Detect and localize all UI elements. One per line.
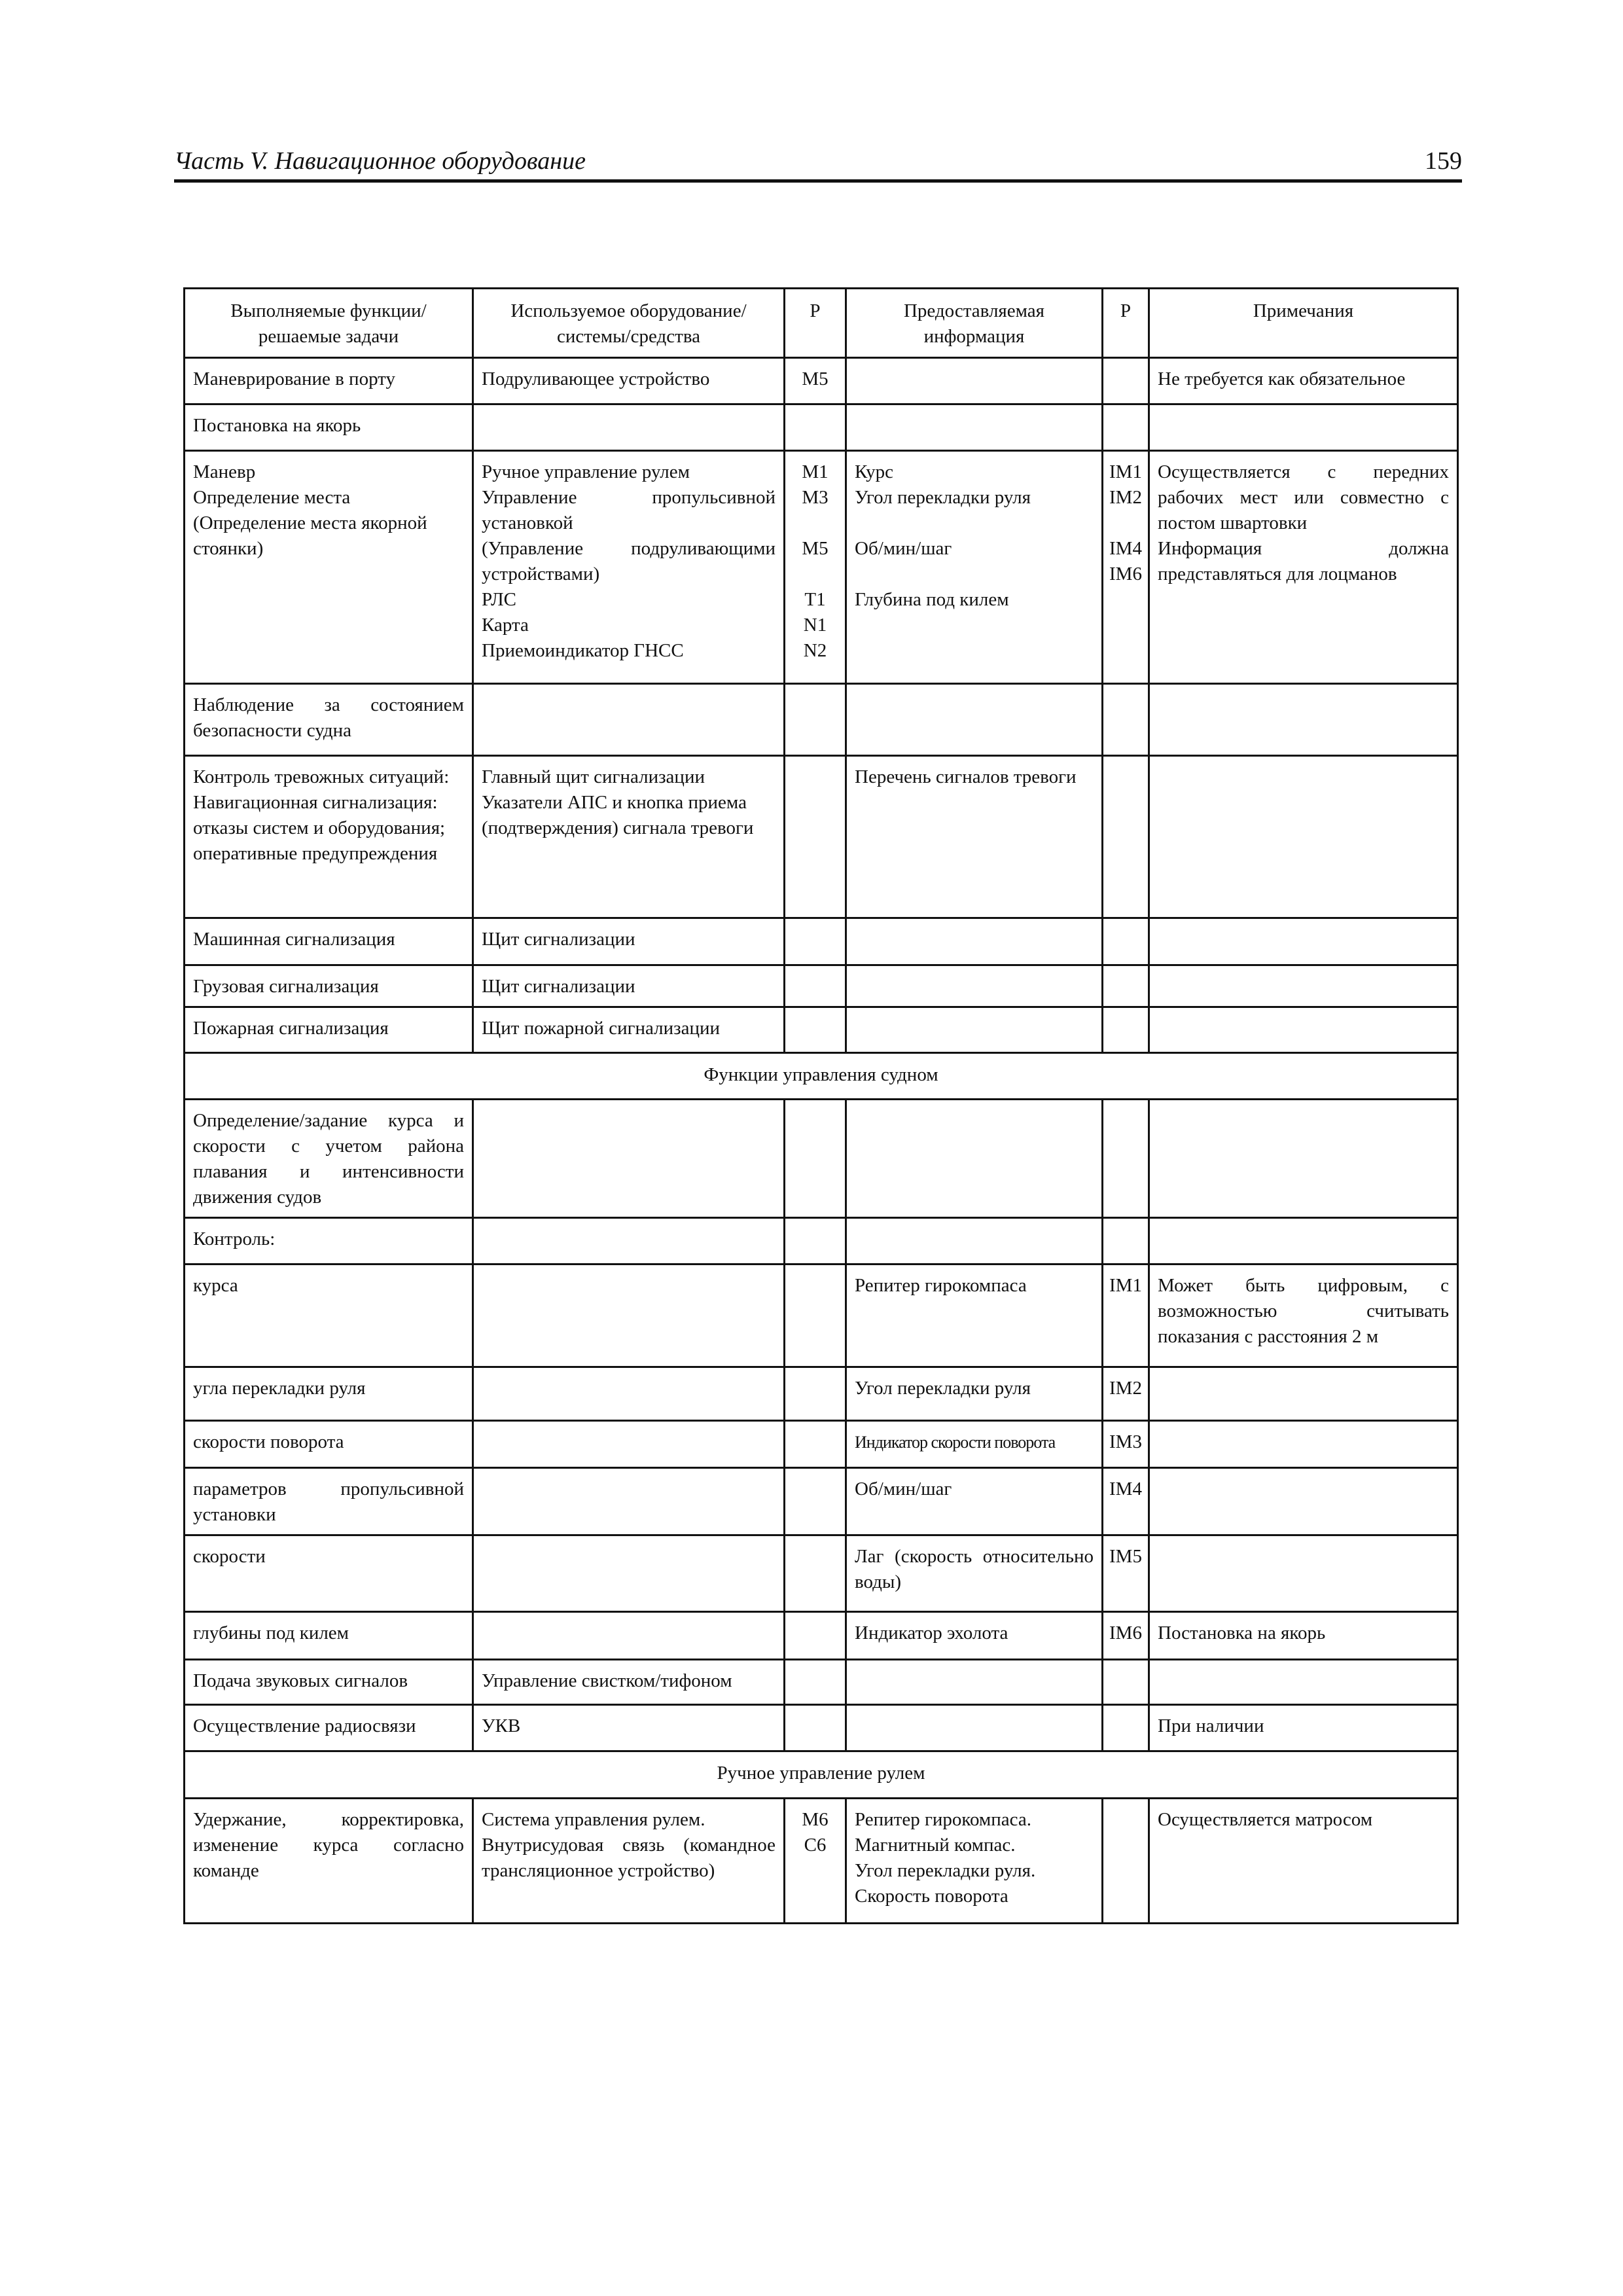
performance-code-cell [785, 1421, 846, 1468]
task-cell: Машинная сигнализация [185, 918, 473, 965]
performance-code-cell [785, 1265, 846, 1367]
section-title: Ручное управление рулем [185, 1751, 1458, 1799]
table-row [185, 451, 1458, 684]
notes-cell [1149, 684, 1458, 756]
performance-code-cell: М5 [785, 358, 846, 404]
code-line: N2 [803, 640, 827, 661]
column-header: Р [1103, 289, 1149, 358]
task-cell: Маневрирование в порту [185, 358, 473, 404]
notes-cell [1149, 1007, 1458, 1053]
table-row [185, 358, 1458, 404]
info-cell: Репитер гирокомпаса [846, 1265, 1103, 1367]
info-code-cell [1103, 451, 1149, 684]
page-number: 159 [1425, 147, 1462, 175]
info-code-cell [1103, 404, 1149, 451]
table-row [185, 1799, 1458, 1924]
equipment-line: Внутрисудовая связь (командное трансляционное устройство) [482, 1835, 776, 1881]
equipment-line: Приемоиндикатор ГНСС [482, 640, 684, 661]
info-code-cell [1103, 1218, 1149, 1265]
code-line: N1 [803, 615, 827, 636]
info-line: Скорость поворота [855, 1886, 1008, 1907]
info-code-cell [1103, 1007, 1149, 1053]
performance-code-cell [785, 1100, 846, 1218]
equipment-cell [473, 451, 785, 684]
equipment-line: Карта [482, 615, 529, 636]
info-code-cell [1103, 756, 1149, 918]
table-row [185, 1535, 1458, 1612]
table-row [185, 918, 1458, 965]
notes-cell [1149, 1421, 1458, 1468]
info-code-cell [1103, 1100, 1149, 1218]
equipment-cell: Подруливающее устройство [473, 358, 785, 404]
equipment-cell [473, 1468, 785, 1535]
performance-code-cell [785, 684, 846, 756]
equipment-cell [473, 684, 785, 756]
info-cell [846, 1705, 1103, 1751]
task-line: (Определение места якорной стоянки) [193, 512, 427, 559]
equipment-line: РЛС [482, 589, 516, 610]
notes-cell [1149, 1367, 1458, 1421]
performance-code-cell [785, 965, 846, 1007]
info-cell: Лаг (скорость относительно воды) [846, 1535, 1103, 1612]
info-code-cell [1103, 684, 1149, 756]
task-cell: Пожарная сигнализация [185, 1007, 473, 1053]
notes-cell [1149, 404, 1458, 451]
info-code-cell [1103, 965, 1149, 1007]
task-cell: параметров пропульсивной установки [185, 1468, 473, 1535]
performance-code-cell [785, 451, 846, 684]
notes-line: Информация должна представляться для лоцманов [1158, 538, 1449, 584]
code-line: М6 [802, 1809, 829, 1830]
info-cell: Об/мин/шаг [846, 1468, 1103, 1535]
equipment-cell: Щит сигнализации [473, 918, 785, 965]
column-header: Примечания [1149, 289, 1458, 358]
equipment-cell: Щит пожарной сигнализации [473, 1007, 785, 1053]
column-header: Выполняемые функции/ решаемые задачи [185, 289, 473, 358]
task-cell [185, 451, 473, 684]
equipment-cell [473, 1265, 785, 1367]
table-row [185, 684, 1458, 756]
info-line: Угол перекладки руля [855, 487, 1031, 508]
table-row [185, 1421, 1458, 1468]
table-row [185, 404, 1458, 451]
column-header: Предоставляемая информация [846, 289, 1103, 358]
equipment-line: Система управления рулем. [482, 1809, 705, 1830]
table-row [185, 756, 1458, 918]
performance-code-cell [785, 1705, 846, 1751]
info-line: Магнитный компас. [855, 1835, 1016, 1856]
table-header-row [185, 289, 1458, 358]
table-row [185, 1468, 1458, 1535]
section-row [185, 1053, 1458, 1100]
equipment-cell: Щит сигнализации [473, 965, 785, 1007]
code-line: С6 [804, 1835, 827, 1856]
task-line: Маневр [193, 461, 256, 482]
info-code-cell: IM6 [1103, 1612, 1149, 1660]
info-code-cell [1103, 1705, 1149, 1751]
notes-cell [1149, 918, 1458, 965]
info-line: Репитер гирокомпаса. [855, 1809, 1032, 1830]
info-code-cell [1103, 918, 1149, 965]
equipment-cell: Главный щит сигнализации Указатели АПС и кнопка приема (подтверждения) сигнала тревоги [473, 756, 785, 918]
info-cell [846, 358, 1103, 404]
equipment-cell [473, 1367, 785, 1421]
task-cell: курса [185, 1265, 473, 1367]
task-cell: Определение/задание курса и скорости с учетом района плавания и интенсивности движения судов [185, 1100, 473, 1218]
task-cell: Постановка на якорь [185, 404, 473, 451]
equipment-table [183, 287, 1459, 1924]
info-cell: Перечень сигналов тревоги [846, 756, 1103, 918]
notes-cell [1149, 756, 1458, 918]
notes-line: Осуществляется с передних рабочих мест или совместно с постом швартовки [1158, 461, 1449, 533]
task-cell: угла перекладки руля [185, 1367, 473, 1421]
code-line: IM1 [1109, 461, 1142, 482]
performance-code-cell [785, 1799, 846, 1924]
notes-cell [1149, 1468, 1458, 1535]
code-line: IM2 [1109, 487, 1142, 508]
performance-code-cell [785, 1468, 846, 1535]
equipment-cell [473, 1421, 785, 1468]
info-cell [846, 1660, 1103, 1705]
info-cell [846, 1799, 1103, 1924]
code-line: IM6 [1109, 564, 1142, 584]
info-code-cell [1103, 1660, 1149, 1705]
info-cell: Угол перекладки руля [846, 1367, 1103, 1421]
table-row [185, 965, 1458, 1007]
info-line: Об/мин/шаг [855, 538, 952, 559]
info-line: Глубина под килем [855, 589, 1009, 610]
running-title: Часть V. Навигационное оборудование [174, 147, 586, 175]
notes-cell [1149, 1218, 1458, 1265]
info-cell [846, 404, 1103, 451]
table-row [185, 1367, 1458, 1421]
notes-cell: Постановка на якорь [1149, 1612, 1458, 1660]
equipment-cell [473, 1100, 785, 1218]
code-line: М1 [802, 461, 829, 482]
equipment-cell [473, 1612, 785, 1660]
info-cell [846, 1100, 1103, 1218]
info-code-cell: IM2 [1103, 1367, 1149, 1421]
performance-code-cell [785, 1007, 846, 1053]
table-row [185, 1705, 1458, 1751]
info-cell: Индикатор эхолота [846, 1612, 1103, 1660]
performance-code-cell [785, 1660, 846, 1705]
task-cell: Подача звуковых сигналов [185, 1660, 473, 1705]
task-line: Определение места [193, 487, 351, 508]
performance-code-cell [785, 1612, 846, 1660]
info-line: Угол перекладки руля. [855, 1860, 1036, 1881]
info-cell: Индикатор скорости поворота [846, 1421, 1103, 1468]
info-code-cell [1103, 1799, 1149, 1924]
code-line: М3 [802, 487, 829, 508]
table-row [185, 1265, 1458, 1367]
notes-cell [1149, 1100, 1458, 1218]
notes-cell: При наличии [1149, 1705, 1458, 1751]
info-code-cell: IM4 [1103, 1468, 1149, 1535]
task-cell: Наблюдение за состоянием безопасности судна [185, 684, 473, 756]
equipment-line: Управление пропульсивной установкой [482, 487, 776, 533]
table-row [185, 1612, 1458, 1660]
notes-cell [1149, 965, 1458, 1007]
equipment-cell [473, 1535, 785, 1612]
section-row [185, 1751, 1458, 1799]
code-line: IM4 [1109, 538, 1142, 559]
table-row [185, 1100, 1458, 1218]
info-code-cell: IM5 [1103, 1535, 1149, 1612]
info-code-cell: IM1 [1103, 1265, 1149, 1367]
column-header: Используемое оборудование/ системы/средства [473, 289, 785, 358]
info-cell [846, 684, 1103, 756]
performance-code-cell [785, 918, 846, 965]
task-cell: глубины под килем [185, 1612, 473, 1660]
info-cell [846, 1007, 1103, 1053]
performance-code-cell [785, 1218, 846, 1265]
equipment-line: Ручное управление рулем [482, 461, 690, 482]
table-row [185, 1660, 1458, 1705]
notes-cell [1149, 451, 1458, 684]
equipment-cell: УКВ [473, 1705, 785, 1751]
notes-cell: Осуществляется матросом [1149, 1799, 1458, 1924]
equipment-cell [473, 1218, 785, 1265]
equipment-cell [473, 404, 785, 451]
equipment-line: (Управление подруливающими устройствами) [482, 538, 776, 584]
notes-cell [1149, 1535, 1458, 1612]
info-code-cell [1103, 358, 1149, 404]
task-cell: Контроль: [185, 1218, 473, 1265]
table-row [185, 1007, 1458, 1053]
task-cell: Грузовая сигнализация [185, 965, 473, 1007]
code-line: М5 [802, 538, 829, 559]
performance-code-cell [785, 1535, 846, 1612]
notes-cell: Может быть цифровым, с возможностью считывать показания с расстояния 2 м [1149, 1265, 1458, 1367]
info-code-cell: IM3 [1103, 1421, 1149, 1468]
column-header: Р [785, 289, 846, 358]
equipment-cell: Управление свистком/тифоном [473, 1660, 785, 1705]
task-cell: скорости [185, 1535, 473, 1612]
info-cell [846, 965, 1103, 1007]
task-cell: Удержание, корректировка, изменение курса согласно команде [185, 1799, 473, 1924]
task-cell: Контроль тревожных ситуаций: Навигационная сигнализация: отказы систем и оборудования; оперативные предупреждения [185, 756, 473, 918]
info-cell [846, 1218, 1103, 1265]
table-row [185, 1218, 1458, 1265]
section-title: Функции управления судном [185, 1053, 1458, 1100]
info-line: Курс [855, 461, 894, 482]
performance-code-cell [785, 404, 846, 451]
performance-code-cell [785, 756, 846, 918]
task-cell: Осуществление радиосвязи [185, 1705, 473, 1751]
info-cell [846, 451, 1103, 684]
equipment-cell [473, 1799, 785, 1924]
page-header [174, 143, 1462, 183]
info-cell [846, 918, 1103, 965]
performance-code-cell [785, 1367, 846, 1421]
task-cell: скорости поворота [185, 1421, 473, 1468]
notes-cell [1149, 1660, 1458, 1705]
code-line: Т1 [804, 589, 826, 610]
notes-cell: Не требуется как обязательное [1149, 358, 1458, 404]
